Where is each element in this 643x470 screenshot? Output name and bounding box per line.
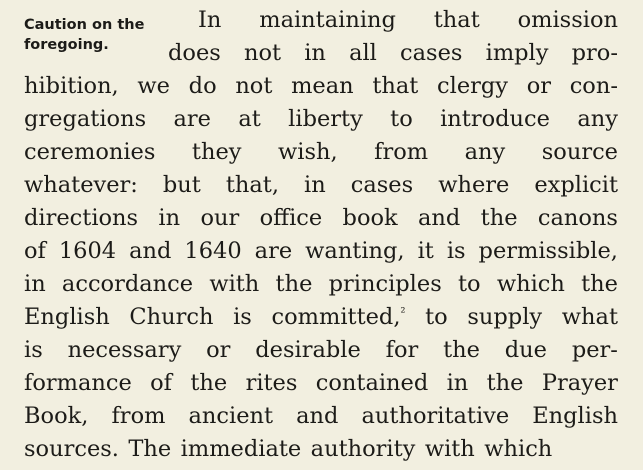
word: cases [350, 172, 414, 198]
word: the [443, 337, 480, 363]
word: desirable [255, 337, 361, 363]
word: to [390, 106, 413, 132]
text-line [24, 70, 618, 103]
word: the [581, 271, 618, 297]
word: accordance [61, 271, 194, 297]
word: with [424, 436, 475, 462]
word: what [561, 304, 618, 330]
word: do [188, 73, 217, 99]
word: permissible, [478, 238, 618, 264]
word: where [438, 172, 510, 198]
word: and [418, 205, 461, 231]
word: that [433, 7, 480, 33]
word: English [532, 403, 618, 429]
word: principles [328, 271, 442, 297]
word: maintaining [259, 7, 396, 33]
word: Church [129, 304, 214, 330]
word: the [480, 205, 518, 231]
word: that [372, 73, 419, 99]
word: whatever: [24, 172, 138, 198]
word: in [304, 40, 326, 66]
word: con- [569, 73, 618, 99]
word: hibition, [24, 73, 119, 99]
word: supply [467, 304, 543, 330]
text-line [198, 4, 618, 37]
word: liberty [288, 106, 363, 132]
word: imply [485, 40, 549, 66]
word: but [162, 172, 201, 198]
word: sources. [24, 436, 119, 462]
word: with [209, 271, 260, 297]
word: in [446, 370, 469, 396]
word: or [206, 337, 231, 363]
word: Prayer [541, 370, 618, 396]
text-line [24, 433, 618, 466]
word: any [577, 106, 618, 132]
word: are [254, 238, 293, 264]
word: and [296, 403, 339, 429]
word: of [24, 238, 46, 264]
word: at [238, 106, 261, 132]
word: is [233, 304, 252, 330]
word: formance [24, 370, 132, 396]
word: clergy [437, 73, 509, 99]
word: wish, [277, 139, 338, 165]
text-line [24, 136, 618, 169]
word: immediate [180, 436, 302, 462]
word: necessary [67, 337, 182, 363]
word: pro- [571, 40, 618, 66]
margin-note-line-1: Caution on the [24, 17, 145, 33]
word: of [150, 370, 173, 396]
word: gregations [24, 106, 147, 132]
word: in [304, 172, 326, 198]
word: or [526, 73, 552, 99]
word: the [275, 271, 313, 297]
word: any [464, 139, 506, 165]
text-line [24, 400, 618, 433]
word: source [541, 139, 618, 165]
text-line [24, 268, 618, 301]
word: ceremonies [24, 139, 156, 165]
word: cases [400, 40, 463, 66]
margin-note [24, 15, 144, 55]
word: we [137, 73, 170, 99]
text-line [24, 202, 618, 235]
margin-note-line-2: foregoing. [24, 37, 109, 53]
word: introduce [440, 106, 550, 132]
word: all [349, 40, 377, 66]
word: it [417, 238, 434, 264]
word: English [24, 304, 110, 330]
word: and [129, 238, 172, 264]
text-line [24, 334, 618, 367]
word: due [504, 337, 547, 363]
word: per- [571, 337, 618, 363]
text-line [24, 301, 618, 334]
word: the [190, 370, 228, 396]
word: omission [517, 7, 618, 33]
word: for [385, 337, 419, 363]
word: from [111, 403, 166, 429]
word: The [128, 436, 172, 462]
word: authoritative [361, 403, 510, 429]
word: to [457, 271, 481, 297]
footnote-marker: ² [400, 305, 406, 320]
word: the [486, 370, 524, 396]
word: mean [291, 73, 354, 99]
word: committed,$^{^2}$ [271, 304, 406, 330]
word: is [24, 337, 43, 363]
word: our [200, 205, 240, 231]
word: contained [315, 370, 429, 396]
word: is [446, 238, 466, 264]
word: wanting, [305, 238, 405, 264]
text-line [24, 103, 618, 136]
word: they [191, 139, 242, 165]
word: which [496, 271, 565, 297]
word: book [342, 205, 398, 231]
word: does [168, 40, 221, 66]
word: 1604 [58, 238, 117, 264]
word: are [173, 106, 211, 132]
text-line [24, 169, 618, 202]
word: directions [24, 205, 139, 231]
word: canons [537, 205, 618, 231]
word: office [259, 205, 323, 231]
word: 1640 [184, 238, 242, 264]
text-line [24, 235, 618, 268]
word: in [158, 205, 181, 231]
word: Book, [24, 403, 89, 429]
word: explicit [534, 172, 618, 198]
word: that, [225, 172, 280, 198]
word: from [374, 139, 429, 165]
word: to [425, 304, 448, 330]
word: ancient [188, 403, 274, 429]
word: rites [245, 370, 298, 396]
text-line [24, 367, 618, 400]
word: which [484, 436, 553, 462]
word: In [198, 7, 222, 33]
word: authority [310, 436, 416, 462]
text-line [168, 37, 618, 70]
word: in [24, 271, 46, 297]
word: not [243, 40, 282, 66]
word: not [235, 73, 273, 99]
